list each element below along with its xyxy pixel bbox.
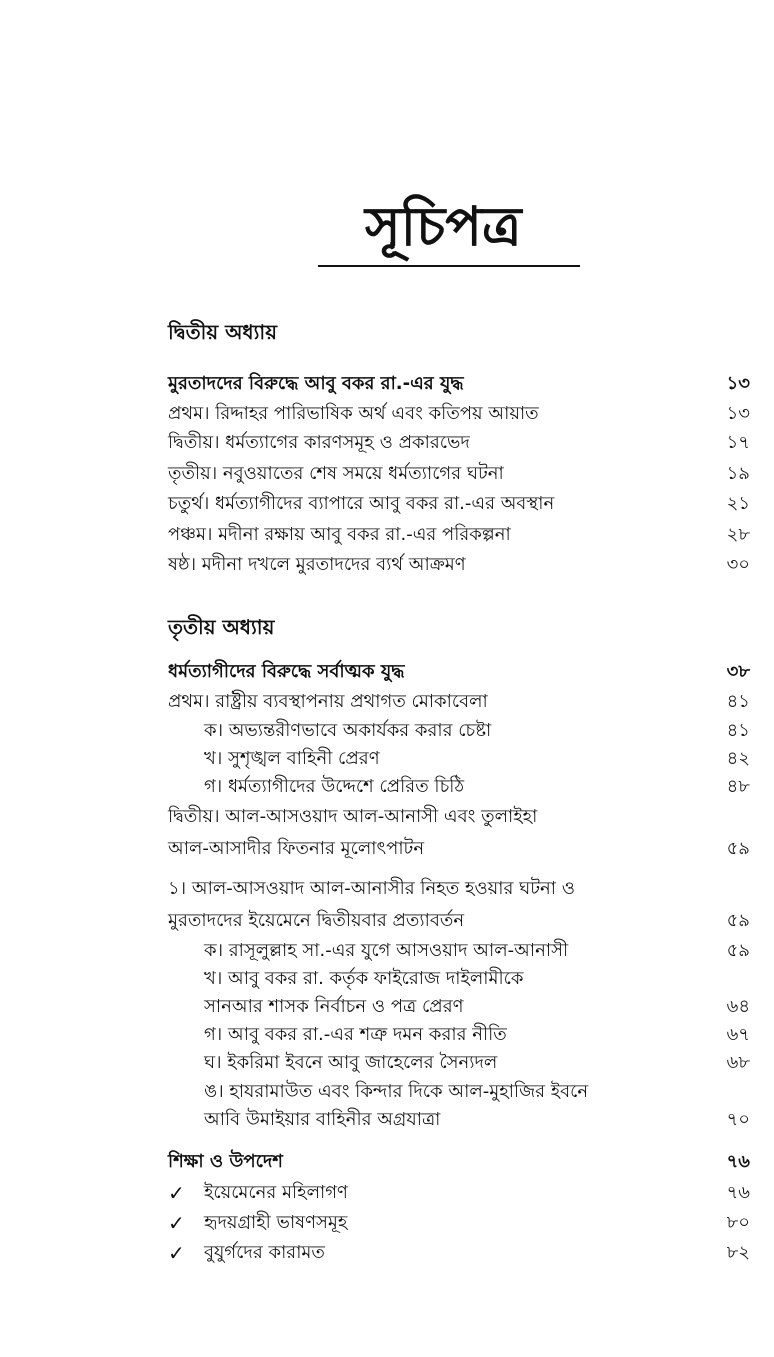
toc-entry-page: ১৭ [726,432,750,453]
toc-entry-page: ৩৮ [726,661,750,682]
toc-entry-page: ৪২ [726,748,750,769]
toc-entry-page: ৭৬ [726,1182,750,1203]
chapter-heading-text: তৃতীয় অধ্যায় [168,615,275,639]
toc-entry-text: মুরতাদদের ইয়েমেনে দ্বিতীয়বার প্রত্যাবর্তন [168,910,465,931]
toc-entry-page: ১৩ [726,403,750,424]
toc-entry-page: ৪৮ [726,776,750,797]
toc-entry-text: খ। আবু বকর রা. কর্তৃক ফাইরোজ দাইলামীকে [204,968,524,989]
toc-entry [0,520,774,550]
toc-entry-page: ৬৮ [726,1052,750,1073]
page-title: সূচিপত্র [365,195,522,258]
toc-entry [0,772,774,802]
title-divider [318,265,580,267]
chapter-heading [0,317,774,347]
toc-entry-page: ৬৭ [726,1024,750,1045]
toc-entry-text: মুরতাদদের বিরুদ্ধে আবু বকর রা.-এর যুদ্ধ [168,373,464,394]
toc-entry-page: ৫৯ [726,838,750,859]
toc-entry [0,992,774,1022]
toc-entry-text: তৃতীয়। নবুওয়াতের শেষ সময়ে ধর্মত্যাগের ঘটনা [168,463,504,484]
chapter-heading-text: দ্বিতীয় অধ্যায় [168,320,277,344]
toc-entry-text: বুযুর্গদের কারামত [204,1242,325,1263]
toc-entry-text: দ্বিতীয়। ধর্মত্যাগের কারণসমূহ ও প্রকারভেদ [168,432,470,453]
toc-entry-page: ৭০ [726,1109,750,1130]
toc-entry [0,802,774,832]
toc-entry-text: প্রথম। রাষ্ট্রীয় ব্যবস্থাপনায় প্রথাগত মোকাবেলা [168,691,488,712]
toc-entry [0,1048,774,1078]
toc-entry-page: ৪১ [726,691,750,712]
toc-entry-page: ৮০ [726,1212,750,1233]
toc-entry [0,964,774,994]
toc-entry-text: চতুর্থ। ধর্মত্যাগীদের ব্যাপারে আবু বকর রা.-এর অবস্থান [168,493,555,514]
toc-entry [0,1178,774,1208]
chapter-heading [0,612,774,642]
toc-entry [0,1077,774,1107]
toc-entry-text: ক। রাসূলুল্লাহ সা.-এর যুগে আসওয়াদ আল-আনাসী [204,940,569,961]
toc-entry [0,1147,774,1177]
toc-entry-text: ঙ। হাযরামাউত এবং কিন্দার দিকে আল-মুহাজির ইবনে [204,1081,589,1102]
toc-entry-page: ৪১ [726,720,750,741]
toc-entry [0,1238,774,1268]
toc-entry-page: ৭৬ [726,1151,750,1172]
toc-entry-text: শিক্ষা ও উপদেশ [168,1151,283,1172]
toc-entry [0,459,774,489]
toc-entry-page: ৩০ [726,554,750,575]
toc-entry [0,1208,774,1238]
toc-entry-text: ক। অভ্যন্তরীণভাবে অকার্যকর করার চেষ্টা [204,720,492,741]
toc-entry-page: ১৯ [726,463,750,484]
toc-entry [0,657,774,687]
toc-entry-text: ধর্মত্যাগীদের বিরুদ্ধে সর্বাত্মক যুদ্ধ [168,661,405,682]
toc-entry [0,687,774,717]
toc-entry [0,399,774,429]
toc-entry [0,936,774,966]
toc-entry-text: গ। ধর্মত্যাগীদের উদ্দেশে প্রেরিত চিঠি [204,776,465,797]
toc-entry [0,550,774,580]
toc-entry-text: পঞ্চম। মদীনা রক্ষায় আবু বকর রা.-এর পরিকল্পনা [168,524,511,545]
check-icon: ✓ [168,1241,185,1265]
toc-entry [0,489,774,519]
toc-entry [0,428,774,458]
toc-entry-text: ষষ্ঠ। মদীনা দখলে মুরতাদদের ব্যর্থ আক্রমণ [168,554,466,575]
toc-entry-text: ঘ। ইকরিমা ইবনে আবু জাহেলের সৈন্যদল [204,1052,498,1073]
toc-entry-page: ৫৯ [726,910,750,931]
toc-entry [0,834,774,864]
toc-entry [0,874,774,904]
toc-entry-text: ১। আল-আসওয়াদ আল-আনাসীর নিহত হওয়ার ঘটনা ও [168,878,575,899]
toc-entry-text: গ। আবু বকর রা.-এর শত্রু দমন করার নীতি [204,1024,507,1045]
toc-entry [0,716,774,746]
toc-entry [0,906,774,936]
toc-entry-text: ইয়েমেনের মহিলাগণ [204,1182,348,1203]
toc-entry-text: হৃদয়গ্রাহী ভাষণসমূহ [204,1212,348,1233]
toc-entry-text: খ। সুশৃঙ্খল বাহিনী প্রেরণ [204,748,380,769]
toc-entry [0,369,774,399]
toc-entry [0,1105,774,1135]
toc-entry-page: ২১ [726,493,750,514]
toc-entry-page: ৮২ [726,1242,750,1263]
toc-entry-page: ৬৪ [726,996,750,1017]
toc-entry-page: ২৮ [726,524,750,545]
check-icon: ✓ [168,1181,185,1205]
toc-entry-text: আবি উমাইয়ার বাহিনীর অগ্রযাত্রা [204,1109,441,1130]
toc-entry-text: প্রথম। রিদ্দাহর পারিভাষিক অর্থ এবং কতিপয় আয়াত [168,403,539,424]
check-icon: ✓ [168,1211,185,1235]
toc-entry-text: সানআর শাসক নির্বাচন ও পত্র প্রেরণ [204,996,464,1017]
toc-entry-text: আল-আসাদীর ফিতনার মূলোৎপাটন [168,838,425,859]
toc-entry-text: দ্বিতীয়। আল-আসওয়াদ আল-আনাসী এবং তুলাইহা [168,806,538,827]
toc-entry-page: ১৩ [726,373,750,394]
toc-entry-page: ৫৯ [726,940,750,961]
toc-entry [0,1020,774,1050]
toc-entry [0,744,774,774]
